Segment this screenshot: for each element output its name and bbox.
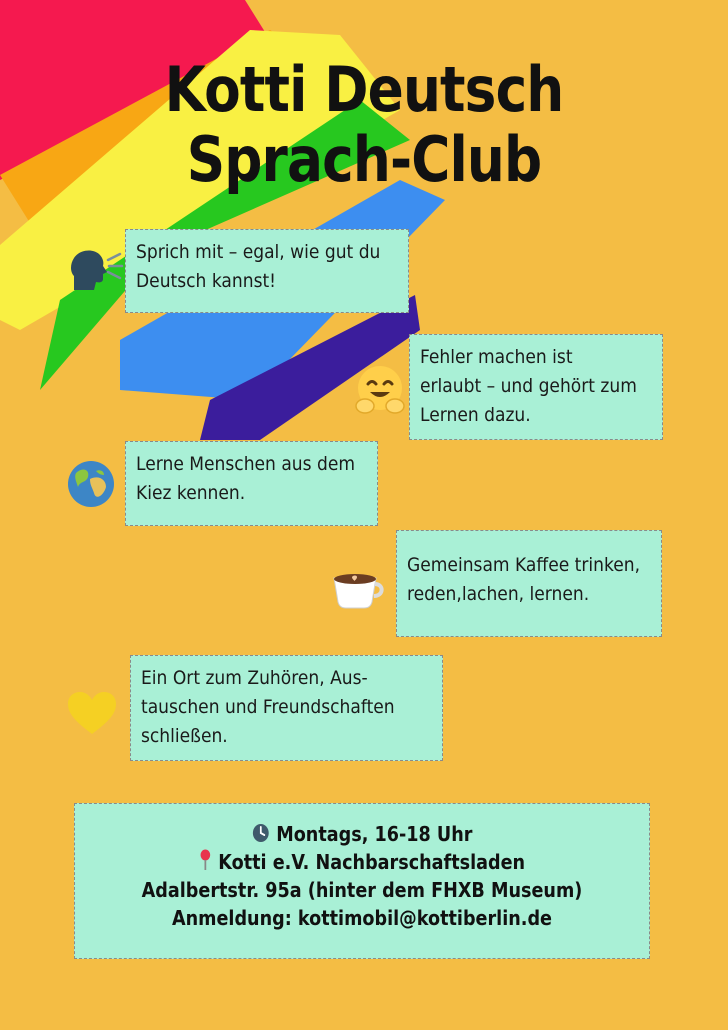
info-place: Kotti e.V. Nachbarschaftsladen — [218, 850, 526, 874]
card-meeting-place — [130, 655, 443, 761]
yellow-heart-icon — [66, 690, 118, 736]
card-speak-line-2: Deutsch kannst! — [136, 270, 277, 292]
title-line-2: Sprach-Club — [186, 123, 542, 196]
card-neighbours-line-1: Lerne Menschen aus dem — [136, 453, 356, 475]
globe-icon — [66, 459, 116, 509]
pushpin-icon — [199, 849, 211, 871]
card-speak-line-1: Sprich mit – egal, wie gut du — [136, 241, 381, 263]
card-coffee — [396, 530, 662, 637]
hugging-face-icon — [352, 364, 408, 416]
info-box — [74, 803, 650, 959]
card-mistakes-line-2: erlaubt – und gehört zum — [420, 375, 637, 397]
card-mistakes-line-3: Lernen dazu. — [420, 404, 531, 426]
card-neighbours-line-2: Kiez kennen. — [136, 482, 246, 504]
card-meeting-place-line-3: schließen. — [141, 725, 228, 747]
card-meeting-place-line-2: tauschen und Freundschaften — [141, 696, 395, 718]
card-speak — [125, 229, 409, 313]
info-time-row — [109, 820, 614, 848]
card-meeting-place-line-1: Ein Ort zum Zuhören, Aus- — [141, 667, 368, 689]
info-address: Adalbertstr. 95a (hinter dem FHXB Museum) — [141, 878, 583, 902]
title-line-1: Kotti Deutsch — [164, 53, 564, 126]
card-mistakes-line-1: Fehler machen ist — [420, 346, 573, 368]
info-place-row — [109, 848, 614, 876]
clock-icon — [252, 823, 270, 843]
card-mistakes — [409, 334, 663, 440]
coffee-icon — [330, 566, 386, 610]
speaking-head-icon — [68, 246, 124, 292]
info-time: Montags, 16-18 Uhr — [276, 822, 473, 846]
card-coffee-line-2: reden,lachen, lernen. — [407, 583, 590, 605]
info-registration[interactable]: Anmeldung: kottimobil@kottiberlin.de — [172, 906, 552, 930]
card-coffee-line-1: Gemeinsam Kaffee trinken, — [407, 554, 641, 576]
card-neighbours — [125, 441, 378, 526]
